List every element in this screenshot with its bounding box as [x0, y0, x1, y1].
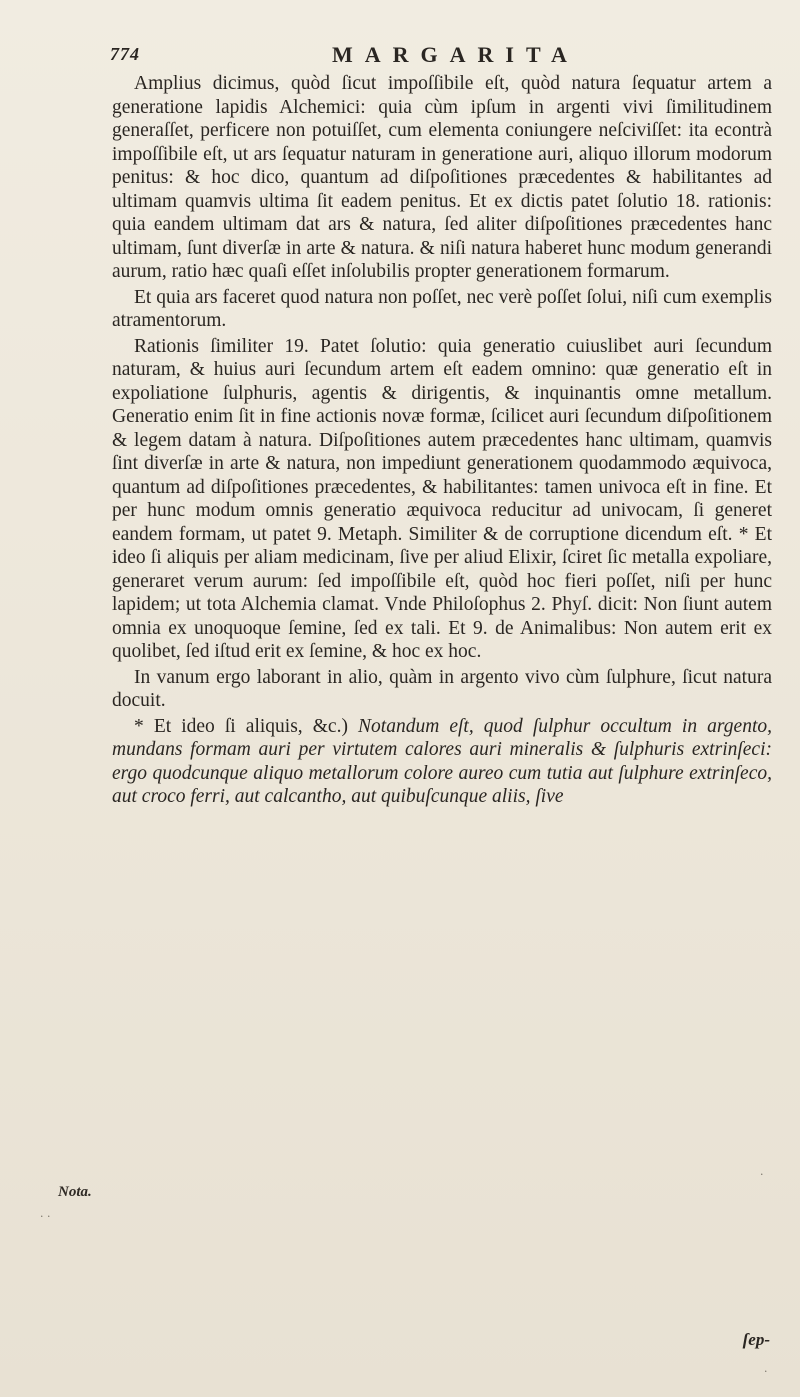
catchword: ſep-	[742, 1330, 770, 1349]
paragraph-4: In vanum ergo laborant in alio, quàm in argento vivo cùm ſulphure, ſicut natura docuit.	[112, 666, 772, 711]
paragraph-3: Rationis ſimiliter 19. Patet ſolutio: quia generatio cuiuslibet auri ſecundum naturam, & huius auri ſecundum artem eſt eadem omnino: quæ generatio eſt in expoliatione ſulphuris, agentis & dirigentis, & inquinantis omne metallum. Generatio enim ſit in fine actionis novæ formæ, ſcilicet auri ſecundum diſpoſitionem & legem datam à natura. Diſpoſitiones autem præcedentes hanc ultimam, quamvis ſint diverſæ in arte & natura, non impediunt generationem quodammodo æquivoca, quantum ad diſpoſitiones præcedentes, & habilitantes: tamen univoca eſt in fine. Et per hunc modum omnis generatio æquivoca reducitur ad univocam, ſi generet eandem formam, ut patet 9. Metaph. Similiter & de corruptione dicendum eſt. * Et ideo ſi aliquis per aliam medicinam, ſive per aliud Elixir, ſciret ſic metalla expoliare, generaret verum aurum: ſed impoſſibile eſt, quòd hoc fieri poſſet, niſi per hunc lapidem; ut tota Alchemia clamat. Vnde Philoſophus 2. Phyſ. dicit: Non ſiunt autem omnia ex unoquoque ſemine, ſed ex tali. Et 9. de Animalibus: Non autem erit ex quolibet, ſed iſtud erit ex ſemine, & hoc ex hoc.	[112, 335, 772, 662]
folio-number: 774	[110, 44, 140, 64]
ink-speck: · ·	[40, 1210, 51, 1223]
page-header	[110, 42, 770, 72]
paragraph-5-annotation	[112, 715, 772, 809]
margin-note: Nota.	[58, 1184, 92, 1200]
paragraph-2: Et quia ars faceret quod natura non poſſet, nec verè poſſet ſolui, niſi cum exemplis atramentorum.	[112, 286, 772, 331]
annotation-lead: * Et ideo ſi aliquis, &c.)	[134, 715, 359, 737]
ink-speck: ·	[764, 1365, 768, 1378]
paragraph-1: Amplius dicimus, quòd ſicut impoſſibile eſt, quòd natura ſequatur artem a generatione lapidis Alchemici: quia cùm ipſum in argenti vivi ſimilitudinem generaſſet, perficere non potuiſſet, cum elementa coniungere neſciviſſet: ita econtrà impoſſibile eſt, ut ars ſequatur naturam in generatione auri, aliquo illorum modorum penitus: & hoc dico, quantum ad diſpoſitiones præcedentes & habilitantes ad ultimam quamvis ultima ſit eadem penitus. Et ex dictis patet ſolutio 18. rationis: quia eandem ultimam dat ars & natura, ſed aliter diſpoſitiones præcedentes hanc ultimam, ſunt diverſæ in arte & natura. & niſi natura haberet hunc modum generandi aurum, ratio hæc quaſi eſſet inſolubilis propter generationem formarum.	[112, 73, 772, 282]
annotation-italic: Notandum eſt, quod ſulphur occultum in argento, mundans formam auri per virtutem calores auri mineralis & ſulphuris extrinſeci: ergo quodcunque aliquo metallorum colore aureo cum tutia aut ſulphure extrinſeco, aut croco ferri, aut calcantho, aut quibuſcunque aliis, ſive	[112, 715, 772, 807]
ink-speck: ·	[760, 1168, 764, 1181]
body-text	[112, 72, 772, 809]
running-title: MARGARITA	[332, 42, 579, 67]
